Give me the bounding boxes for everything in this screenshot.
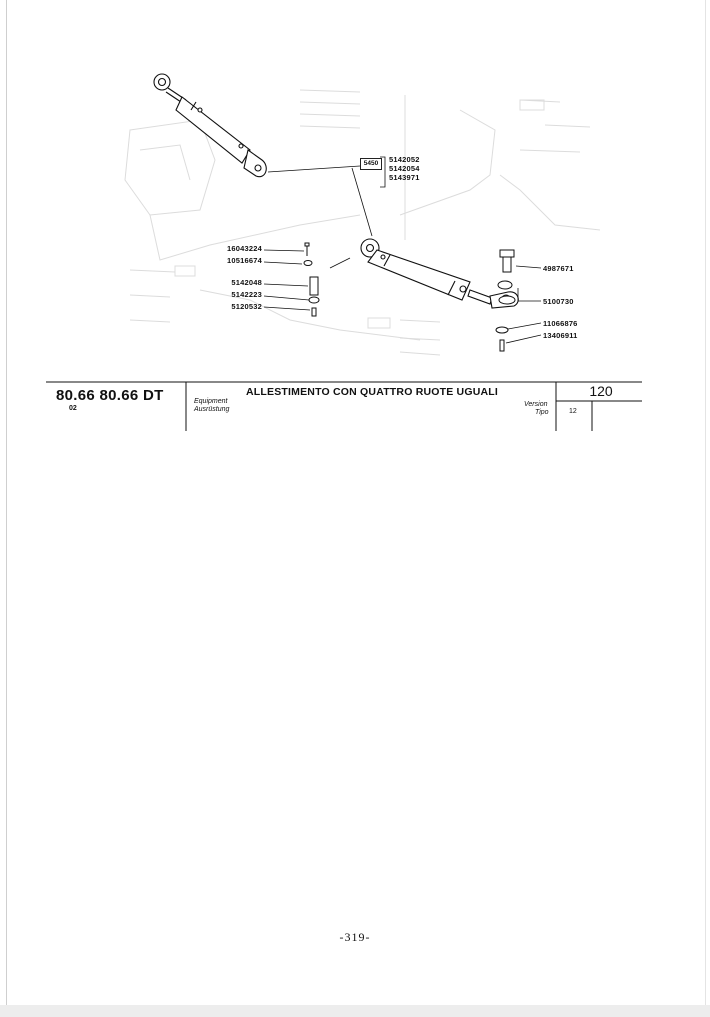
part-number: 5100730: [543, 297, 574, 306]
model-name: 80.66 80.66 DT: [56, 387, 164, 404]
part-number: 11066876: [543, 319, 578, 328]
part-number: 4987671: [543, 264, 574, 273]
table-number: 120: [589, 383, 613, 399]
title-block: [46, 381, 642, 431]
version-value: 12: [569, 408, 577, 415]
scan-bottom-band: [0, 1005, 710, 1017]
part-number: 5143971: [389, 173, 420, 182]
equipment-label: Equipment: [194, 398, 228, 405]
upper-cylinder: [154, 74, 266, 177]
part-number: 5142054: [389, 164, 420, 173]
part-number: 10516674: [227, 256, 262, 265]
version-label: Version: [524, 401, 548, 408]
bleed-through-drawing: [125, 90, 600, 355]
tipo-label: Tipo: [535, 409, 549, 416]
lower-cylinder: [361, 239, 518, 308]
part-number: 5142223: [231, 290, 262, 299]
part-number: 5120532: [231, 302, 262, 311]
reference-group-box: 5450: [360, 158, 382, 170]
equipment-label-de: Ausrüstung: [194, 406, 230, 413]
part-number: 16043224: [227, 244, 262, 253]
model-variant: 02: [69, 405, 77, 412]
leader-lines: [264, 157, 541, 343]
page-number: -319-: [339, 930, 371, 944]
part-number: 13406911: [543, 331, 578, 340]
part-number: 5142048: [231, 278, 262, 287]
parts-diagram: [0, 0, 710, 380]
section-title: ALLESTIMENTO CON QUATTRO RUOTE UGUALI: [246, 386, 499, 398]
part-number: 5142052: [389, 155, 420, 164]
